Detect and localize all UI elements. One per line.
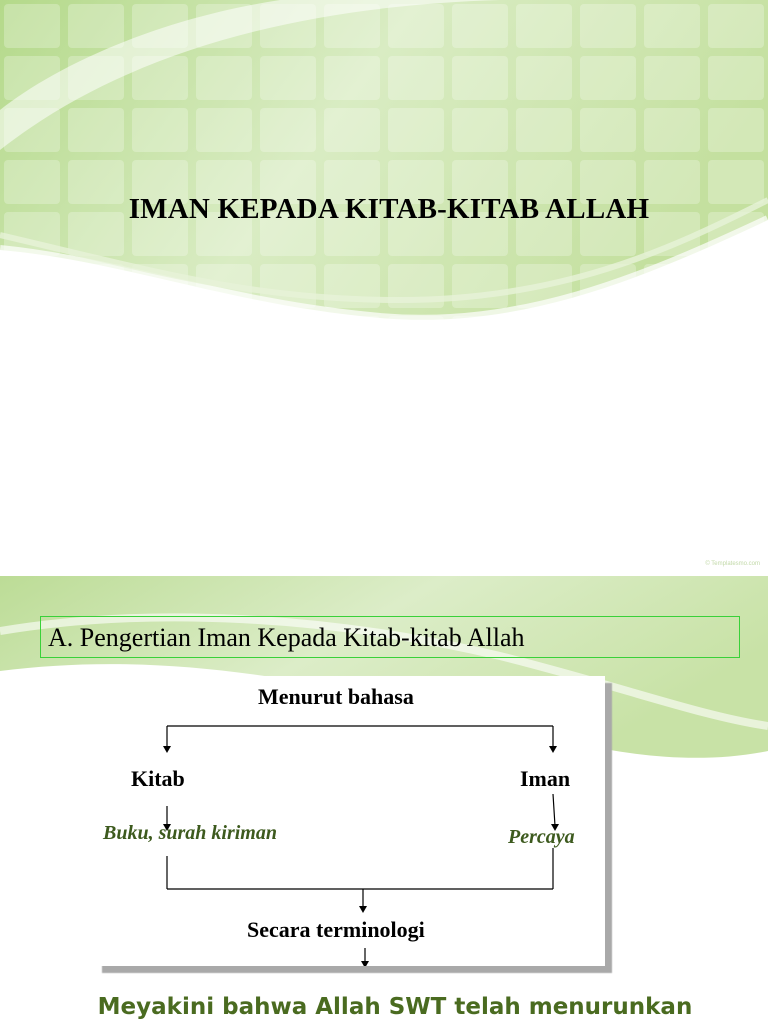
section-heading-box (40, 616, 740, 658)
section-heading: A. Pengertian Iman Kepada Kitab-kitab Allah (48, 623, 525, 652)
diagram-left-meaning: Buku, surah kiriman (103, 822, 277, 844)
diagram-top-label: Menurut bahasa (258, 684, 414, 709)
template-watermark: © Templatesmo.com (705, 561, 760, 567)
content-slide (0, 576, 768, 1024)
definition-diagram (95, 676, 605, 966)
diagram-bottom-label: Secara terminologi (247, 917, 425, 942)
definition-text: Meyakini bahwa Allah SWT telah menurunkan (97, 994, 693, 1020)
slide-title: IMAN KEPADA KITAB-KITAB ALLAH (128, 193, 650, 225)
diagram-left-term: Kitab (131, 766, 185, 791)
diagram-right-term: Iman (520, 766, 571, 791)
diagram-right-meaning: Percaya (508, 826, 575, 848)
